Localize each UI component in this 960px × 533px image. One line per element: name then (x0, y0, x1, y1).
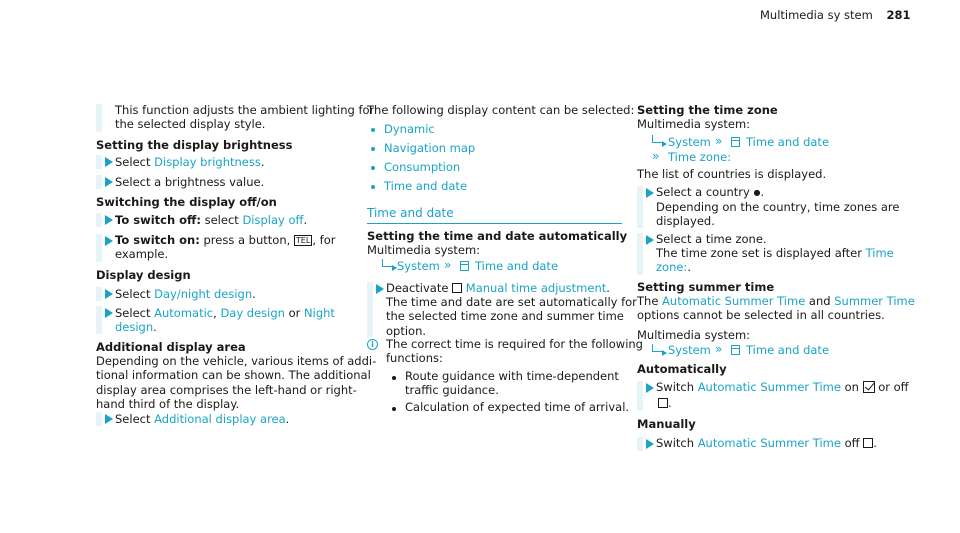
time-zone-section (637, 103, 778, 131)
summer-time-section: Setting summer time The Automatic Summer Time and Summer Time options cannot be selected in all countries. Multimedia system: (637, 280, 915, 342)
step-select-zone: Select a time zone. The time zone set is displayed after Time zone:. (656, 232, 894, 275)
night-link[interactable]: Night (304, 306, 335, 320)
step-arrow-icon (105, 289, 113, 299)
page-number: 281 (886, 8, 911, 22)
heading-time-zone: Setting the time zone (637, 103, 778, 117)
checkbox-checked-icon[interactable] (863, 381, 875, 393)
step-select-design: Select Day/night design. (115, 287, 256, 301)
intro-line: the selected display style. (115, 117, 266, 132)
heading-summer-time: Setting summer time (637, 280, 775, 294)
time-zone-link[interactable]: zone: (656, 260, 688, 275)
heading-automatically: Automatically (637, 362, 727, 376)
step-select-additional: Select Additional display area. (115, 412, 290, 426)
step-arrow-icon (376, 284, 384, 294)
calendar-icon (460, 261, 469, 271)
path-system[interactable]: System (397, 259, 440, 273)
additional-area-section: Additional display area Depending on the vehicle, various items of addi- tional information can be shown. The additional display area comprises the left-hand or right- hand third of the display. (96, 340, 377, 411)
step-bar (96, 213, 102, 227)
option-dynamic[interactable]: Dynamic (384, 122, 435, 136)
step-select-mode: Select Automatic, Day design or Night design. (115, 306, 335, 335)
path-time-and-date[interactable]: Time and date (475, 259, 559, 273)
list-bullet (371, 185, 375, 189)
heading-display-design: Display design (96, 268, 191, 282)
automatic-summer-time-link[interactable]: Automatic Summer Time (697, 436, 841, 450)
chevron-right-icon: » (715, 342, 723, 356)
chevron-right-icon: » (652, 149, 660, 163)
chevron-right-icon: » (715, 134, 723, 148)
step-bar (637, 186, 643, 228)
time-zone-link[interactable]: Time (865, 246, 894, 261)
step-bar (96, 412, 102, 426)
option-navigation-map[interactable]: Navigation map (384, 141, 476, 155)
step-arrow-icon (105, 177, 113, 187)
path-time-and-date[interactable]: Time and date (746, 343, 830, 357)
radio-selected-icon: ● (753, 188, 761, 197)
checkbox-icon[interactable] (863, 438, 873, 448)
list-bullet (371, 128, 375, 132)
path-time-zone[interactable]: Time zone: (668, 150, 732, 164)
step-deactivate: Deactivate Manual time adjustment. The time and date are set automatically for the selected time zone and summer time option. (386, 281, 637, 338)
step-bar (96, 234, 102, 262)
tel-key-icon: TEL (295, 236, 311, 245)
heading-switching: Switching the display off/on (96, 195, 277, 209)
step-switch-auto: Switch Automatic Summer Time on or off . (656, 380, 909, 411)
list-bullet (371, 166, 375, 170)
option-consumption[interactable]: Consumption (384, 160, 461, 174)
list-bullet (392, 407, 396, 411)
chevron-right-icon: » (444, 258, 452, 272)
menu-path-icon (382, 259, 392, 267)
step-arrow-icon (105, 236, 113, 246)
step-select-value: Select a brightness value. (115, 175, 265, 189)
multimedia-system-label: Multimedia system: (367, 243, 481, 257)
step-bar (96, 155, 102, 169)
step-arrow-icon (105, 157, 113, 167)
day-design-link[interactable]: Day design (220, 306, 285, 320)
countries-text: The list of countries is displayed. (637, 167, 827, 181)
step-arrow-icon (105, 414, 113, 424)
running-header (760, 8, 911, 22)
step-arrow-icon (646, 235, 654, 245)
intro-text (115, 103, 374, 131)
note-text: The correct time is required for the following functions: (386, 337, 643, 366)
intro-line: This function adjusts the ambient lighting for (115, 103, 375, 117)
section-rule (367, 223, 622, 224)
path-system[interactable]: System (668, 135, 711, 149)
manual-time-adjustment-link[interactable]: Manual time adjustment (465, 281, 607, 295)
calendar-icon (731, 345, 740, 355)
step-bar (96, 175, 102, 189)
step-switch-on: To switch on: press a button, TEL , for example. (115, 233, 336, 262)
automatic-link[interactable]: Automatic (154, 306, 214, 320)
intro-bar (96, 104, 102, 132)
header-title: Multimedia sy stem (760, 8, 873, 22)
display-off-link[interactable]: Display off (242, 213, 304, 227)
path-system[interactable]: System (668, 343, 711, 357)
step-select-country: Select a country ●. Depending on the country, time zones are displayed. (656, 185, 900, 229)
step-bar (367, 282, 373, 337)
step-arrow-icon (105, 308, 113, 318)
step-switch-manual: Switch Automatic Summer Time off . (656, 436, 877, 450)
note-sub-item: Calculation of expected time of arrival. (405, 400, 630, 414)
automatic-summer-time-link[interactable]: Automatic Summer Time (697, 380, 841, 394)
list-bullet (392, 376, 396, 380)
step-arrow-icon (646, 439, 654, 449)
step-select-brightness: Select Display brightness. (115, 155, 265, 169)
checkbox-icon[interactable] (452, 283, 462, 293)
automatic-summer-time-link[interactable]: Automatic Summer Time (662, 294, 806, 309)
step-bar (637, 233, 643, 275)
multimedia-system-label: Multimedia system: (637, 327, 751, 342)
step-arrow-icon (646, 383, 654, 393)
info-icon: i (367, 339, 378, 350)
heading-additional: Additional display area (96, 340, 246, 354)
option-time-and-date[interactable]: Time and date (384, 179, 468, 193)
summer-time-link[interactable]: Summer Time (834, 294, 915, 309)
path-time-and-date[interactable]: Time and date (746, 135, 830, 149)
heading-auto-time: Setting the time and date automatically (367, 229, 628, 243)
step-bar (637, 437, 643, 451)
multimedia-system-label: Multimedia system: (637, 117, 751, 132)
heading-brightness: Setting the display brightness (96, 138, 293, 152)
menu-path-icon (652, 135, 662, 143)
note-sub-item: Route guidance with time-dependent traffic guidance. (405, 369, 619, 398)
night-design-link[interactable]: design (115, 320, 154, 335)
step-arrow-icon (105, 215, 113, 225)
section-title-time-date: Time and date (367, 206, 454, 220)
step-bar (96, 287, 102, 301)
calendar-icon (731, 137, 740, 147)
step-arrow-icon (646, 188, 654, 198)
step-switch-off: To switch off: select Display off. (115, 213, 308, 227)
checkbox-icon[interactable] (658, 398, 668, 408)
content-intro: The following display content can be selected: (367, 103, 635, 117)
display-brightness-link[interactable]: Display brightness (154, 155, 261, 169)
step-bar (637, 381, 643, 411)
day-night-design-link[interactable]: Day/night design (154, 287, 253, 301)
menu-path-icon (652, 344, 662, 352)
heading-manually: Manually (637, 417, 696, 431)
list-bullet (371, 147, 375, 151)
step-bar (96, 306, 102, 334)
additional-display-area-link[interactable]: Additional display area (154, 412, 286, 426)
